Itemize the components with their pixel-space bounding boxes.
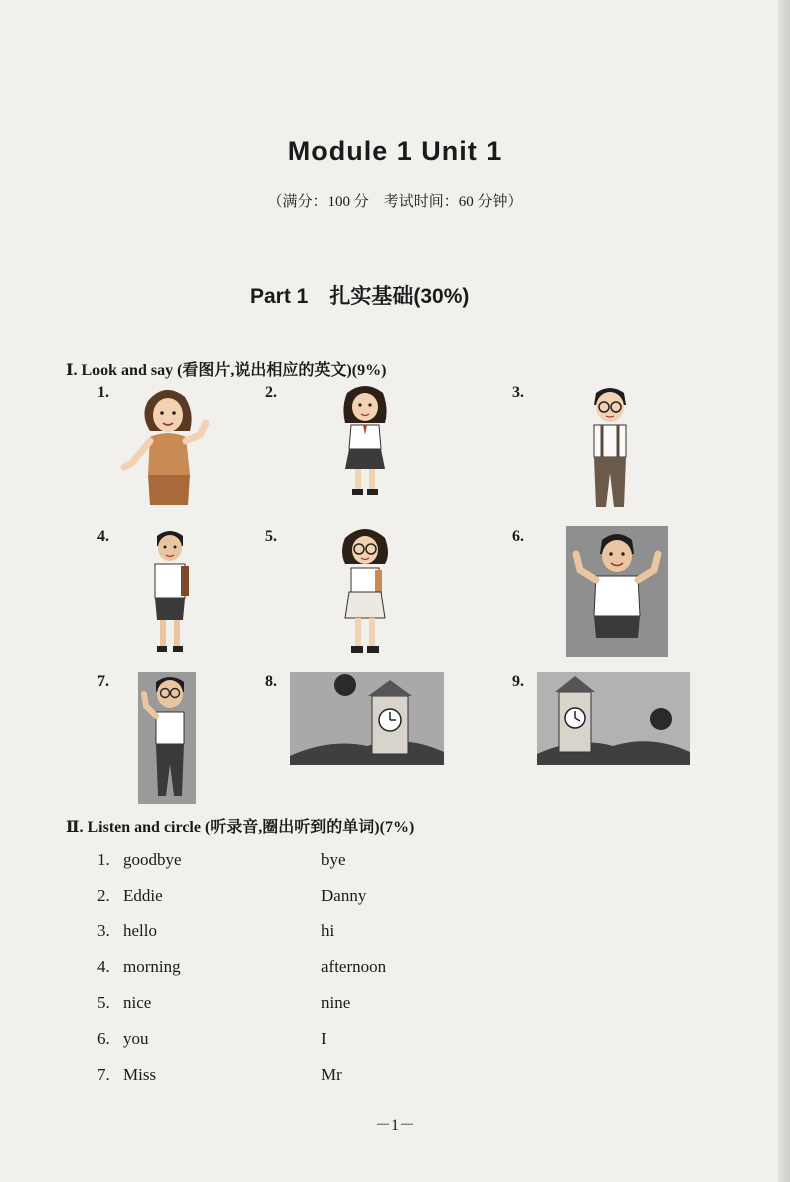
row-number: 5. — [97, 993, 110, 1012]
row-number: 7. — [97, 1065, 110, 1084]
listen-row — [97, 1065, 497, 1085]
page-subtitle: （满分：100 分 考试时间：60 分钟） — [267, 194, 523, 210]
word-option-b[interactable]: nine — [321, 993, 351, 1012]
word-option-a[interactable]: nice — [123, 993, 152, 1012]
item-number: 9. — [512, 673, 524, 690]
word-option-b[interactable]: afternoon — [321, 957, 387, 976]
listen-row — [97, 993, 497, 1013]
item-number: 7. — [97, 673, 109, 690]
listen-row — [97, 1029, 497, 1049]
item-number: 4. — [97, 528, 109, 545]
word-option-b[interactable]: Danny — [321, 886, 367, 905]
listen-row — [97, 850, 497, 870]
word-option-a[interactable]: morning — [123, 957, 181, 976]
row-number: 3. — [97, 921, 110, 940]
clock-tower-sun-illustration — [290, 672, 444, 765]
item-number: 3. — [512, 384, 524, 401]
item-number: 2. — [265, 384, 277, 401]
row-number: 2. — [97, 886, 110, 905]
item-number: 1. — [97, 384, 109, 401]
word-option-a[interactable]: hello — [123, 921, 157, 940]
listen-row — [97, 957, 497, 977]
listen-row — [97, 921, 497, 941]
word-option-b[interactable]: I — [321, 1029, 327, 1048]
item-number: 6. — [512, 528, 524, 545]
word-option-b[interactable]: bye — [321, 850, 346, 869]
boy-waving-glasses-illustration — [138, 672, 196, 804]
clock-tower-evening-illustration — [537, 672, 690, 765]
item-number: 8. — [265, 673, 277, 690]
word-option-b[interactable]: Mr — [321, 1065, 342, 1084]
page-title: Module 1 Unit 1 — [287, 136, 503, 166]
word-option-b[interactable]: hi — [321, 921, 335, 940]
section-2-title: Ⅱ. Listen and circle (听录音,圈出听到的单词)(7%) — [66, 819, 415, 836]
row-number: 1. — [97, 850, 110, 869]
boy-waving-illustration — [566, 526, 668, 657]
boy-with-glasses-illustration — [580, 383, 640, 515]
page-edge-shadow — [778, 0, 790, 1182]
row-number: 6. — [97, 1029, 110, 1048]
girl-with-glasses-illustration — [335, 526, 395, 660]
part-heading: Part 1 扎实基础(30%) — [250, 285, 470, 308]
section-1-title: Ⅰ. Look and say (看图片,说出相应的英文)(9%) — [66, 362, 387, 379]
row-number: 4. — [97, 957, 110, 976]
page-number: －1－ — [374, 1117, 415, 1134]
item-number: 5. — [265, 528, 277, 545]
word-option-a[interactable]: Miss — [123, 1065, 157, 1084]
word-option-a[interactable]: Eddie — [123, 886, 163, 905]
listen-row — [97, 886, 497, 906]
boy-with-backpack-illustration — [145, 528, 195, 656]
word-option-a[interactable]: you — [123, 1029, 149, 1048]
girl-waving-illustration — [120, 383, 220, 508]
word-option-a[interactable]: goodbye — [123, 850, 182, 869]
schoolgirl-illustration — [335, 383, 395, 501]
